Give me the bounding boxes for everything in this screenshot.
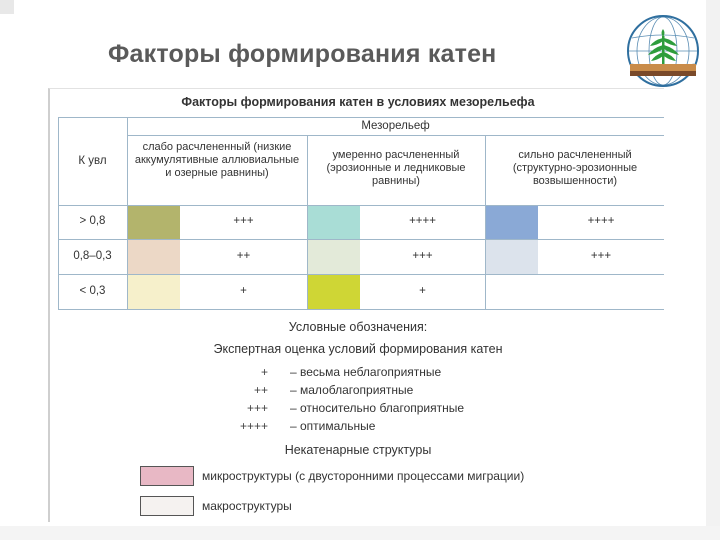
table-line-left [58,117,59,309]
rating-cell: +++ [590,250,612,262]
institute-logo-icon [626,14,700,88]
legend-text: – оптимальные [290,419,376,433]
legend-symbol: + [260,365,268,379]
row-label: < 0,3 [79,285,106,297]
color-swatch [128,275,180,309]
legend-subtitle: Экспертная оценка условий формирования катен [213,342,503,356]
color-swatch [486,206,538,239]
mesorelief-group-header: Мезорельеф [361,120,430,132]
slide-bottom-edge-decoration [0,526,720,540]
slide-corner-decoration [0,0,14,14]
figure-title: Факторы формирования катен в условиях мезорельефа [181,95,535,109]
legend-title: Условные обозначения: [288,320,428,334]
color-swatch [308,275,360,309]
catena-factors-figure [48,88,664,522]
color-swatch [486,240,538,274]
color-swatch [128,206,180,239]
microstructure-swatch [140,466,194,486]
rating-cell: +++ [412,250,433,262]
legend-symbol: ++++ [239,419,268,433]
column-header-strong: сильно расчлененный (структурно-эрозионные возвышенности) [512,149,638,187]
color-swatch [308,206,360,239]
row-label: > 0,8 [79,215,106,227]
rating-cell: ++ [236,250,251,262]
color-swatch [128,240,180,274]
rating-cell: + [419,285,426,297]
slide-right-edge-decoration [706,0,720,540]
row-label: 0,8–0,3 [73,250,112,262]
row-header-k-uvl: К увл [78,155,107,167]
legend-text: – относительно благоприятные [290,401,465,415]
column-header-moderate: умеренно расчлененный (эрозионные и ледниковые равнины) [326,149,466,187]
column-header-weak: слабо расчлененный (низкие аккумулятивные аллювиальные и озерные равнины) [134,141,300,179]
noncatenary-title: Некатенарные структуры [284,443,432,457]
rating-cell: + [240,285,247,297]
rating-cell: ++++ [587,215,615,227]
microstructure-label: микроструктуры (с двусторонними процессами миграции) [202,469,525,483]
color-swatch [308,240,360,274]
rating-cell: +++ [233,215,254,227]
legend-text: – весьма неблагоприятные [290,365,442,379]
legend-symbol: +++ [246,401,268,415]
rating-cell: ++++ [409,215,436,227]
slide-title: Факторы формирования катен [108,40,497,68]
legend-symbol: ++ [253,383,268,397]
macrostructure-label: макроструктуры [202,499,292,513]
macrostructure-swatch [140,496,194,516]
legend-text: – малоблагоприятные [290,383,414,397]
table-line-top [58,117,664,118]
table-line-bottom [58,309,664,310]
table-line-group [127,135,664,136]
